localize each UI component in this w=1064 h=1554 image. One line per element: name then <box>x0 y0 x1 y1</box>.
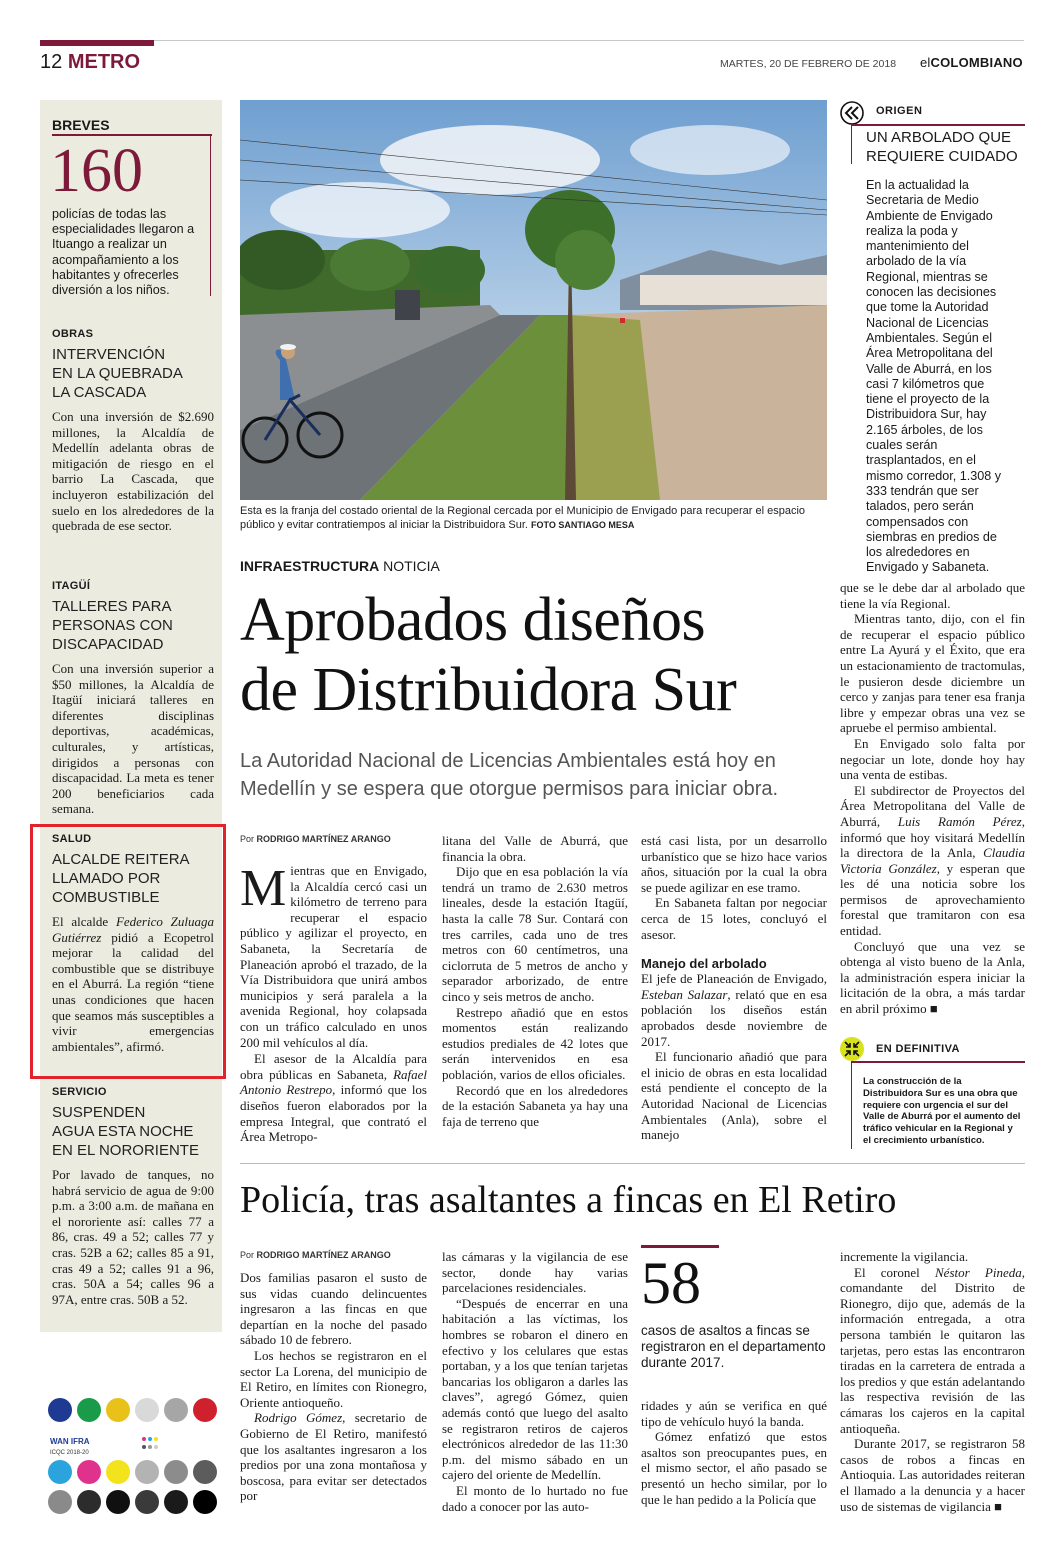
brief-body: Con una inversión de $2.690 millones, la Alcaldía de Medellín adelanta obras de mitigación de riesgo en el barrio La Cascada, que incluyeron estabilización del suelo en los alrededores de la quebrada de ese sector. <box>52 409 214 534</box>
color-swatch <box>193 1460 217 1484</box>
drop-cap: M <box>240 860 287 917</box>
brief-kicker: OBRAS <box>52 328 94 340</box>
colorbar-label-1: WAN IFRA <box>50 1437 90 1446</box>
article-paragraph: Rodrigo Gómez, secretario de Gobierno de El Retiro, manifestó que los asaltantes ingresaron a los predios por una zona montañosa y boscosa, para evitar ser detectados por <box>240 1410 428 1504</box>
article-subhead: Manejo del arbolado <box>641 956 767 972</box>
brief-headline: SUSPENDEN AGUA ESTA NOCHE EN EL NORORIENTE <box>52 1104 199 1159</box>
article-paragraph: El asesor de la Alcaldía para obra públicas en Sabaneta, Rafael Antonio Restrepo, informó que los diseños fueron elaborados por la empresa Integral, que contrató el Área Metropo- <box>240 1051 427 1145</box>
article-paragraph: Gómez enfatizó que estos asaltos son preocupantes pues, en el mismo sector, el año pasado se presentó un hecho similar, por lo que le han pedido a la Policía que <box>641 1429 827 1507</box>
definitiva-vertical-rule <box>851 1061 852 1149</box>
rewind-icon <box>840 101 864 125</box>
article2-column-1 <box>240 1250 427 1504</box>
article-paragraph: Dijo que en esa población la vía tendrá un tramo de 2.630 metros lineales, desde la estación Itagüí, hasta la calle 78 Sur. Contará con tres carriles, cada uno de tres metros con 60 centímetros, una ciclorruta de 5 metros de ancho y separador arborizado, de entre cinco y seis metros de ancho. <box>442 864 628 1004</box>
brand-prefix: el <box>920 55 931 70</box>
author-name: RODRIGO MARTÍNEZ ARANGO <box>256 1250 391 1260</box>
stat-rule <box>641 1245 719 1248</box>
person-name: Esteban Salazar <box>641 986 728 1002</box>
section-name: METRO <box>67 51 141 73</box>
article-paragraph: El coronel Néstor Pineda, comandante del Distrito de Rionegro, dijo que, además de la información entregada, a otra persona también le quitaron las tarjetas, pero estas las encontraron tiradas en la carretera de entrada a los predios y que están adelantando las respectiva revisión de las cámaras los cajeros en la capital antioqueña. <box>840 1264 1025 1436</box>
headline-line-2: de Distribuidora Sur <box>240 656 737 724</box>
origen-headline: UN ARBOLADO QUE REQUIERE CUIDADO <box>866 129 1018 165</box>
article-paragraph: Mientras tanto, dijo, con el fin de recuperar el espacio público entre La Ayurá y el Éxito, que era un estacionamiento de tractomulas, le pusieron desde diciembre un cerco y zanjas para tener esa franja libre y empezar obras una vez se apruebe el permiso ambiental. <box>840 611 1025 736</box>
header-rule <box>40 40 1024 41</box>
article-kicker <box>240 558 440 574</box>
article-paragraph: Durante 2017, se registraron 58 casos de robos a fincas en Antioquia. Las autoridades reiteran el llamado a la denuncia y a hacer uso de sistemas de vigilancia ■ <box>840 1436 1025 1514</box>
article2-column-2 <box>442 1249 628 1514</box>
brief-kicker: SERVICIO <box>52 1086 107 1098</box>
photo-caption <box>240 504 827 532</box>
end-mark: ■ <box>929 1001 938 1017</box>
color-swatch <box>135 1460 159 1484</box>
header-accent-bar <box>40 40 154 46</box>
origen-body: En la actualidad la Secretaria de Medio Ambiente de Envigado realiza la poda y mantenimiento del arbolado de la vía Regional, mientras se conocen las decisiones que tome la Autoridad Nacional de Licencias Ambientales. Según el Área Metropolitana del Valle de Aburrá, en los casi 7 kilómetros que tiene el proyecto de la Distribuidora Sur, hay 2.165 árboles, de los cuales serán trasplantados, en el mismo corredor, 1.308 y 333 tendrán que ser talados, pero serán compensados con siembras en predios de los alrededores en Envigado y Sabaneta. <box>866 178 1002 575</box>
person-name: Rodrigo Gómez <box>254 1410 343 1426</box>
page-section-label <box>40 51 140 74</box>
page-number: 12 <box>40 51 63 73</box>
colorbar-label-2: ICQC 2018-20 <box>50 1450 89 1456</box>
article-paragraph: El monto de lo hurtado no fue dado a conocer por las auto- <box>442 1482 628 1514</box>
color-swatch <box>77 1490 101 1514</box>
brief-headline: TALLERES PARA PERSONAS CON DISCAPACIDAD <box>52 598 173 653</box>
definitiva-rule <box>851 1061 1025 1063</box>
color-swatch <box>48 1460 72 1484</box>
brief-item-itagui <box>52 580 214 817</box>
briefs-label: BREVES <box>52 117 110 133</box>
article-column-3 <box>641 833 827 1143</box>
article-paragraph: Mientras que en Envigado, la Alcaldía cercó casi un kilómetro de terreno para recuperar el espacio público y agilizar el proyecto, en Sabaneta, la Secretaría de Planeación aprobó el trazado, de la Vía Distribuidora que unirá ambos municipios y será paralela a la avenida Regional, hoy colapsada con un tráfico calculado en unos 200 mil vehículos al día. <box>240 860 427 1050</box>
color-swatch <box>48 1398 72 1422</box>
article-column-4 <box>840 580 1025 1017</box>
article-paragraph: ridades y aún se verifica en qué tipo de vehículo huyó la banda. <box>641 1398 827 1429</box>
article-paragraph: Recordó que en los alrededores de la estación Sabaneta ya hay una faja de terreno que <box>442 1082 628 1129</box>
article-paragraph: que se le debe dar al arbolado que tiene la vía Regional. <box>840 580 1025 611</box>
origen-kicker: ORIGEN <box>876 105 923 117</box>
headline-line-1: Aprobados diseños <box>240 586 706 654</box>
compress-arrows-icon <box>840 1037 864 1061</box>
article2-byline: Por RODRIGO MARTÍNEZ ARANGO <box>240 1250 391 1260</box>
article-paragraph: El jefe de Planeación de Envigado, Esteban Salazar, relató que en esa población los diseños están aprobados desde noviembre de 2017. <box>641 971 827 1049</box>
article-paragraph: Restrepo añadió que en estos momentos están realizando estudios prediales de 42 lotes que serán intervenidos en esa población, varios de ellos oficiales. <box>442 1004 628 1082</box>
photo-credit: FOTO SANTIAGO MESA <box>531 520 635 530</box>
brief-item-servicio <box>52 1086 214 1307</box>
brief-headline: INTERVENCIÓN EN LA QUEBRADA LA CASCADA <box>52 346 183 401</box>
brief-kicker: ITAGÜÍ <box>52 580 91 592</box>
definitiva-kicker: EN DEFINITIVA <box>876 1043 960 1055</box>
color-swatch <box>48 1490 72 1514</box>
briefs-rule <box>52 134 212 136</box>
color-row-1 <box>48 1398 217 1422</box>
stat-number: 58 <box>641 1250 701 1316</box>
article-paragraph: Concluyó que una vez se obtenga al visto bueno de la Anla, la administración espera iniciar la licitación de la obra, a más tardar en abril próximo ■ <box>840 938 1025 1017</box>
article-column-1 <box>240 834 427 1145</box>
article-paragraph: En Sabaneta faltan por negociar cerca de 15 lotes, concluyó el asesor. <box>641 895 827 942</box>
article-column-2 <box>442 833 628 1129</box>
color-swatch <box>135 1490 159 1514</box>
article-paragraph: “Después de encerrar en una habitación a las víctimas, los hombres se robaron el dinero en efectivo y los celulares que estas portaban, y a los que tenían tarjetas bancarias los obligaron a darles las claves”, agregó Gómez, quien además contó que luego del asalto se registraron retiros de cajeros electrónicos alrededor de las 11:30 p.m. del mismo sábado en un cajero del oriente de Medellín. <box>442 1295 628 1483</box>
color-swatch <box>135 1398 159 1422</box>
color-swatch <box>106 1460 130 1484</box>
article-paragraph: El subdirector de Proyectos del Área Metropolitana del Valle de Aburrá, Luis Ramón Pérez, informó que hoy visitará Medellín la directora de la Anla, Claudia Victoria González, y esperan que les dé una noticia sobre los permisos de aprovechamiento forestal que tramitaron con esa entidad. <box>840 782 1025 939</box>
person-name: Luis Ramón Pérez <box>897 813 1022 829</box>
person-name: Rafael Antonio Restrepo <box>240 1066 427 1098</box>
briefs-big-number-text: policías de todas las especialidades llegaron a Ituango a realizar un acompañamiento a los habitantes y ofrecerles diversión a los niños. <box>52 207 195 298</box>
author-name: RODRIGO MARTÍNEZ ARANGO <box>256 834 391 844</box>
article-paragraph: incremente la vigilancia. <box>840 1249 969 1264</box>
color-swatch <box>193 1490 217 1514</box>
person-name: Claudia Victoria González <box>840 845 1025 876</box>
article-paragraph: Los hechos se registraron en el sector La Lorena, del municipio de El Retiro, en límites con Rionegro, Oriente antioqueño. <box>240 1347 427 1410</box>
article-paragraph: El funcionario añadió que para el inicio de obras en esta localidad está pendiente el concepto de la Autoridad Nacional de Licencias Ambientales (Anla), sobre el manejo <box>641 1049 827 1143</box>
color-row-4 <box>48 1490 217 1514</box>
article-paragraph: litana del Valle de Aburrá, que financia la obra. <box>442 833 628 864</box>
caption-text: Esta es la franja del costado oriental de la Regional cercada por el Municipio de Envigado para recuperar el espacio público y evitar contratiempos al iniciar la Distribuidora Sur. <box>240 505 806 531</box>
color-swatch <box>77 1398 101 1422</box>
color-swatch <box>164 1398 188 1422</box>
person-name: Néstor Pineda <box>935 1264 1022 1280</box>
color-swatch <box>77 1460 101 1484</box>
kicker-type: NOTICIA <box>383 558 440 574</box>
article-paragraph: las cámaras y la vigilancia de ese sector, donde hay varias parcelaciones residenciales. <box>442 1249 628 1296</box>
article-paragraph: Dos familias pasaron el susto de sus vidas cuando delincuentes ingresaron a las fincas en que departían en la noche del pasado sábado 10 de febrero. <box>240 1270 427 1348</box>
road-photo <box>240 100 827 500</box>
color-swatch <box>193 1398 217 1422</box>
article2-column-4 <box>840 1249 1025 1514</box>
brand-name: COLOMBIANO <box>930 55 1023 70</box>
brief-body: Con una inversión superior a $50 millones, la Alcaldía de Itagüí iniciará talleres en diferentes disciplinas deportivas, académicas, culturales, y artísticas, dirigidos a personas con discapacidad. La meta es tener 200 beneficiarios cada semana. <box>52 661 214 817</box>
newspaper-brand <box>920 55 1023 70</box>
origen-rule <box>851 124 1025 126</box>
origen-vertical-rule <box>851 124 852 164</box>
end-mark: ■ <box>994 1498 1003 1514</box>
article-paragraph: está casi lista, por un desarrollo urbanístico que se hizo hace varios años, situación por la cual la obra se puede agilizar en ese tramo. <box>641 833 827 895</box>
article-headline <box>240 585 736 725</box>
article-byline: Por RODRIGO MARTÍNEZ ARANGO <box>240 834 391 844</box>
highlight-box <box>30 824 226 1079</box>
brief-body: El alcalde Federico Zuluaga Gutiérrez pidió a Ecopetrol mejorar la calidad del combustible que se distribuye en el Aburrá. La región “tiene unas condiciones que hacen que seamos más susceptibles a vivir emergencias ambientales”, afirmó. <box>52 914 215 1054</box>
article-paragraph: En Envigado solo falta por negociar un lote, donde hoy hay una venta de estibas. <box>840 735 1025 783</box>
brief-item-obras <box>52 328 214 534</box>
stat-text: casos de asaltos a fincas se registraron en el departamento durante 2017. <box>641 1323 826 1370</box>
issue-date: MARTES, 20 DE FEBRERO DE 2018 <box>720 58 897 70</box>
color-swatch <box>106 1398 130 1422</box>
color-row-3 <box>48 1460 217 1484</box>
color-swatch <box>164 1490 188 1514</box>
article-deck: La Autoridad Nacional de Licencias Ambientales está hoy en Medellín y se espera que otorgue permisos para iniciar obra. <box>240 750 779 800</box>
section-divider <box>240 1163 1025 1164</box>
article2-column-3 <box>641 1398 827 1507</box>
person-name: Federico Zuluaga Gutiérrez <box>52 914 215 945</box>
briefs-big-number: 160 <box>50 137 143 205</box>
color-swatch <box>164 1460 188 1484</box>
brief-body: Por lavado de tanques, no habrá servicio de agua de 9:00 p.m. a 3:00 a.m. de mañana en el nororiente así: calles 77 a 86, cras. 49 a 52; calles 77 y cras. 52B a 62; calles 85 a 91, cras 49 a 52; calles 91 a 96, cras. 50A a 54; calles 96 a 97A, entre cras. 50B a 52. <box>52 1167 214 1307</box>
colorbar-dots <box>142 1437 158 1449</box>
brief-kicker: SALUD <box>52 833 92 845</box>
brief-headline: ALCALDE REITERA LLAMADO POR COMBUSTIBLE <box>52 851 190 906</box>
print-color-bar <box>44 1394 224 1520</box>
definitiva-body: La construcción de la Distribuidora Sur es una obra que requiere con urgencia el sur del Valle de Aburrá por el aumento del tráfico vehicular en la Regional y el crecimiento urbanístico. <box>863 1076 1021 1146</box>
kicker-section: INFRAESTRUCTURA <box>240 558 380 574</box>
color-swatch <box>106 1490 130 1514</box>
article2-headline: Policía, tras asaltantes a fincas en El Retiro <box>240 1179 897 1221</box>
